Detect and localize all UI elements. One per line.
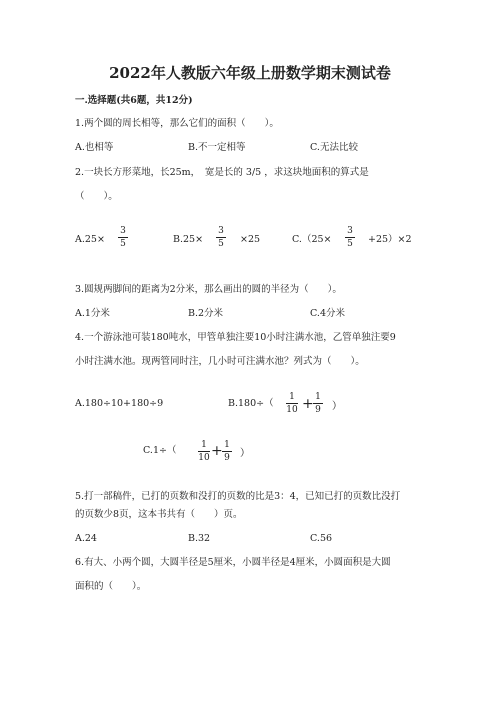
question-6-stem-line-2: 面积的（ ）。 bbox=[75, 581, 147, 592]
question-2-option-a-fraction bbox=[118, 226, 128, 249]
question-5-stem-line-1: 5.打一部稿件，已打的页数和没打的页数的比是3：4，已知已打的页数比没打 bbox=[75, 491, 401, 502]
fraction-bar bbox=[345, 237, 355, 238]
question-1-option-b: B.不一定相等 bbox=[188, 142, 246, 153]
fraction-bar bbox=[286, 403, 298, 404]
fraction-numerator: 3 bbox=[218, 226, 224, 236]
question-4-option-b-fraction-2 bbox=[313, 392, 323, 415]
question-3-option-b: B.2分米 bbox=[188, 308, 224, 319]
fraction-numerator: 1 bbox=[201, 440, 207, 450]
question-5-option-b: B.32 bbox=[188, 533, 211, 544]
question-4-stem-line-1: 4.一个游泳池可装180吨水，甲管单独注要10小时注满水池，乙管单独注要9 bbox=[75, 332, 396, 343]
fraction-denominator: 5 bbox=[218, 239, 224, 249]
fraction-denominator: 5 bbox=[347, 239, 353, 249]
fraction-bar bbox=[313, 403, 323, 404]
fraction-bar bbox=[222, 451, 232, 452]
page-title: 2022年人教版六年级上册数学期末测试卷 bbox=[109, 64, 391, 82]
question-2-option-b: B.25× bbox=[173, 234, 204, 245]
question-4-option-c-fraction-2 bbox=[222, 440, 232, 463]
fraction-numerator: 3 bbox=[347, 226, 353, 236]
question-4-option-c: C.1÷（ bbox=[143, 445, 177, 456]
fraction-numerator: 1 bbox=[224, 440, 230, 450]
fraction-bar bbox=[118, 237, 128, 238]
fraction-bar bbox=[198, 451, 210, 452]
fraction-denominator: 5 bbox=[120, 239, 126, 249]
fraction-denominator: 9 bbox=[224, 453, 230, 463]
question-4-option-c-fraction-1 bbox=[198, 440, 210, 463]
question-4-option-b-fraction-1 bbox=[286, 392, 298, 415]
fraction-bar bbox=[216, 237, 226, 238]
question-1-stem: 1.两个圆的周长相等，那么它们的面积（ ）。 bbox=[75, 118, 279, 129]
section-heading: 一.选择题(共6题，共12分) bbox=[75, 95, 193, 106]
question-3-option-a: A.1分米 bbox=[75, 308, 110, 319]
question-2-option-c-suffix: +25）×2 bbox=[368, 234, 412, 245]
question-1-option-a: A.也相等 bbox=[75, 142, 114, 153]
question-5-option-c: C.56 bbox=[310, 533, 333, 544]
fraction-numerator: 1 bbox=[315, 392, 321, 402]
question-2-option-b-fraction bbox=[216, 226, 226, 249]
fraction-denominator: 10 bbox=[198, 453, 210, 463]
question-2-stem-line-2: （ ）。 bbox=[75, 191, 118, 202]
question-2-option-a: A.25× bbox=[75, 234, 105, 245]
question-4-option-b: B.180÷（ bbox=[228, 398, 274, 409]
plus-sign: + bbox=[211, 443, 223, 459]
question-4-option-a: A.180÷10+180÷9 bbox=[75, 398, 164, 409]
fraction-numerator: 1 bbox=[289, 392, 295, 402]
fraction-denominator: 9 bbox=[315, 405, 321, 415]
question-5-stem-line-2: 的页数少8页，这本书共有（ ）页。 bbox=[75, 509, 243, 520]
question-2-option-c-fraction bbox=[345, 226, 355, 249]
question-1-option-c: C.无法比较 bbox=[310, 142, 358, 153]
question-4-stem-line-2: 小时注满水池。现两管同时注，几小时可注满水池？列式为（ ）。 bbox=[75, 356, 365, 367]
closing-paren: ） bbox=[240, 448, 250, 459]
fraction-denominator: 10 bbox=[286, 405, 298, 415]
question-6-stem-line-1: 6.有大、小两个圆，大圆半径是5厘米，小圆半径是4厘米，小圆面积是大圆 bbox=[75, 557, 391, 568]
question-3-stem: 3.圆规两脚间的距离为2分米，那么画出的圆的半径为（ ）。 bbox=[75, 284, 342, 295]
closing-paren: ） bbox=[332, 401, 342, 412]
question-2-option-b-suffix: ×25 bbox=[240, 234, 261, 245]
question-5-option-a: A.24 bbox=[75, 533, 97, 544]
plus-sign: + bbox=[302, 396, 314, 412]
fraction-numerator: 3 bbox=[120, 226, 126, 236]
question-2-option-c: C.（25× bbox=[292, 234, 332, 245]
question-3-option-c: C.4分米 bbox=[310, 308, 345, 319]
question-2-stem-line-1: 2.一块长方形菜地，长25m， 宽是长的 3/5 ，求这块地面积的算式是 bbox=[75, 167, 369, 178]
